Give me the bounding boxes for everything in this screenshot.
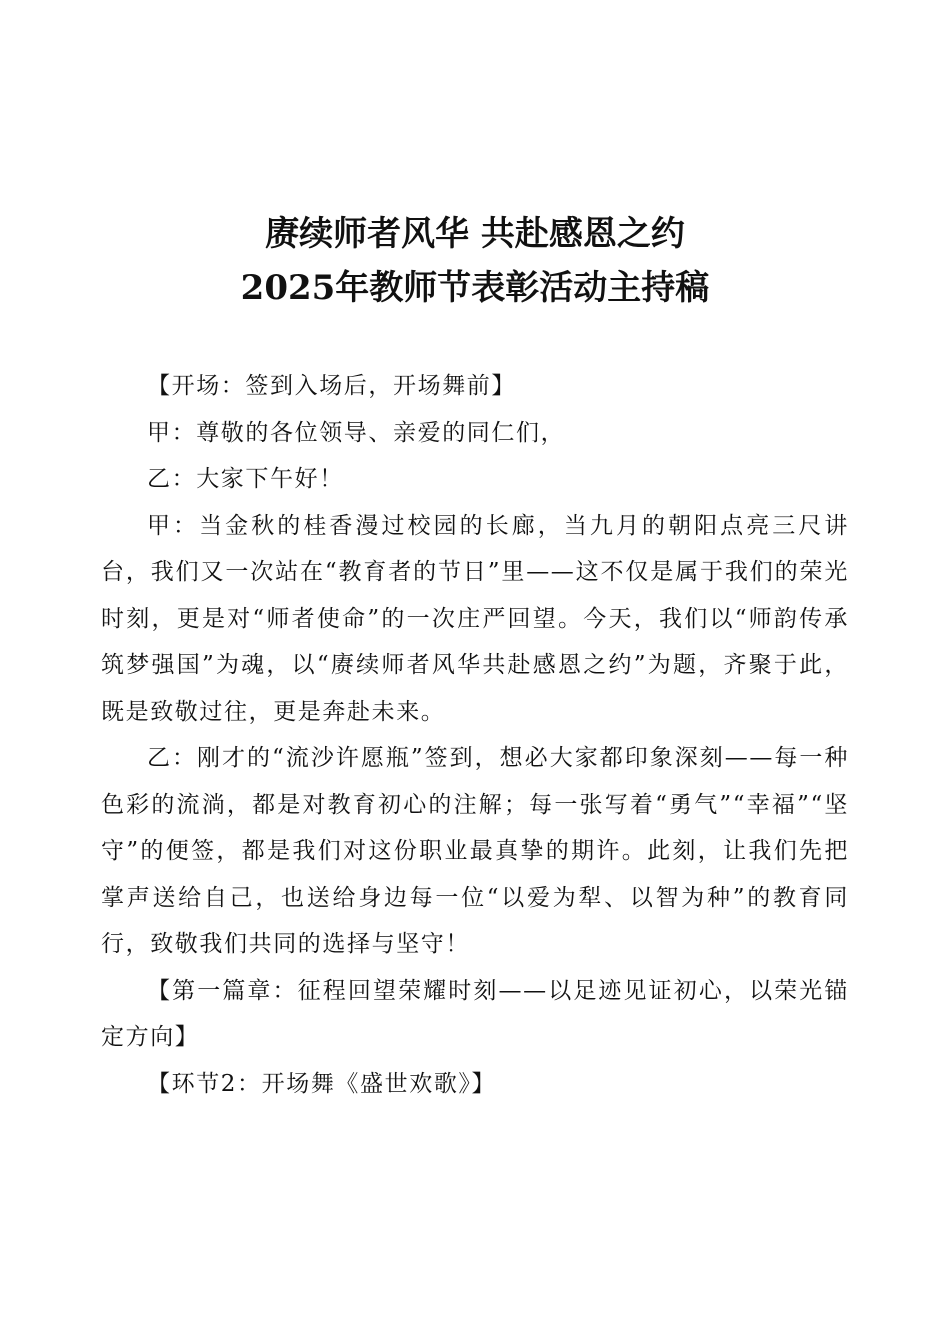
paragraph-segment-two: 【环节2：开场舞《盛世欢歌》】: [147, 1070, 497, 1097]
title-line-1: 赓续师者风华 共赴感恩之约: [265, 214, 685, 254]
document-title: [0, 207, 950, 315]
paragraph-greeting-b: 乙：大家下午好！: [147, 466, 344, 492]
document-body: [101, 363, 849, 1107]
paragraph-host-a-intro: 甲：当金秋的桂香漫过校园的长廊，当九月的朝阳点亮三尺讲台，我们又一次站在“教育者的节日”里——这不仅是属于我们的荣光时刻，更是对“师者使命”的一次庄严回望。今天，我们以“师韵传承筑梦强国”为魂，以“赓续师者风华共赴感恩之约”为题，齐聚于此，既是致敬过往，更是奔赴未来。: [101, 512, 849, 725]
paragraph-opening-cue: 【开场：签到入场后，开场舞前】: [147, 373, 516, 399]
paragraph-chapter-one: 【第一篇章：征程回望荣耀时刻——以足迹见证初心，以荣光锚定方向】: [101, 977, 849, 1050]
paragraph-greeting-a: 甲：尊敬的各位领导、亲爱的同仁们，: [147, 419, 566, 446]
paragraph-host-b-intro: 乙：刚才的“流沙许愿瓶”签到，想必大家都印象深刻——每一种色彩的流淌，都是对教育初心的注解；每一张写着“勇气”“幸福”“坚守”的便签，都是我们对这份职业最真挚的期许。此刻，让我们先把掌声送给自己，也送给身边每一位“以爱为犁、以智为种”的教育同行，致敬我们共同的选择与坚守！: [101, 745, 849, 957]
title-line-2: 2025年教师节表彰活动主持稿: [240, 268, 710, 308]
